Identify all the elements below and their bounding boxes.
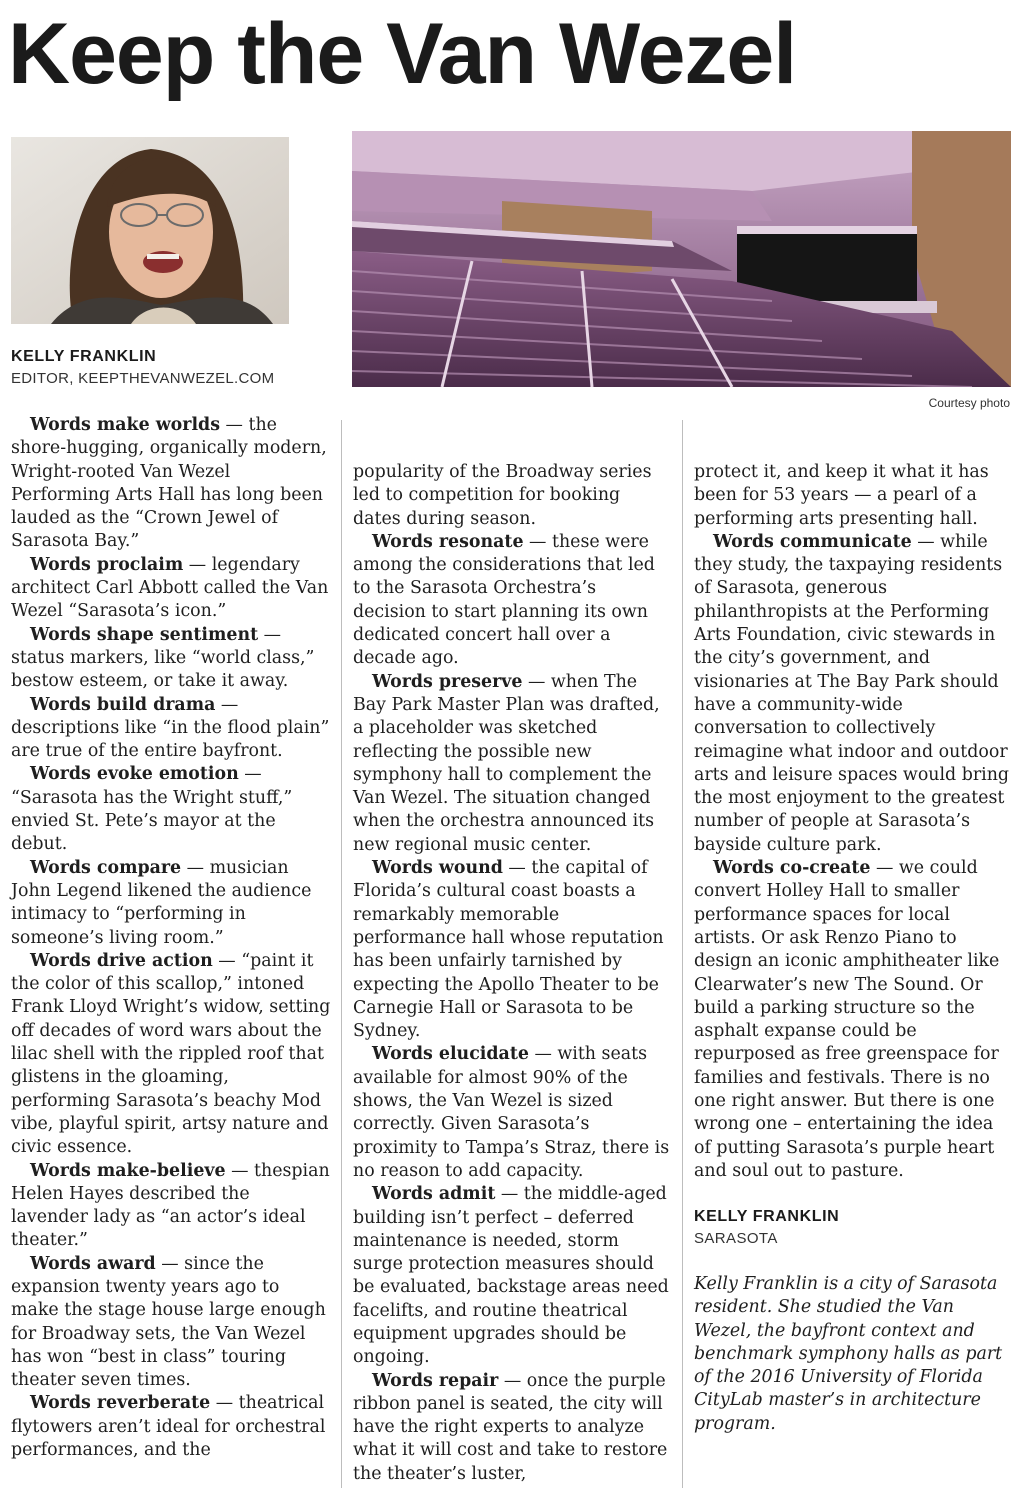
paragraph xyxy=(353,1370,671,1486)
paragraph xyxy=(353,531,671,671)
article-column-2 xyxy=(353,461,671,1486)
paragraph-text: — the shore-hugging, organically modern, Wright-rooted Van Wezel Performing Arts Hall has long been lauded as the “Crown Jewel of Sarasota Bay.” xyxy=(11,415,327,552)
author-bio: Kelly Franklin is a city of Sarasota resident. She studied the Van Wezel, the bayfront context and benchmark symphony halls as part of the 2016 University of Florida CityLab master’s in architecture program. xyxy=(694,1274,1003,1434)
paragraph-text: protect it, and keep it what it has been for 53 years — a pearl of a performing arts presenting hall. xyxy=(694,462,989,529)
paragraph-text: — “Sarasota has the Wright stuff,” envied St. Pete’s mayor at the debut. xyxy=(11,764,293,855)
headline: Keep the Van Wezel xyxy=(8,6,797,102)
paragraph-text: — thespian Helen Hayes described the lavender lady as “an actor’s ideal theater.” xyxy=(11,1160,330,1251)
photo-credit: Courtesy photo xyxy=(928,396,1010,410)
paragraph xyxy=(353,461,671,531)
author-portrait-photo xyxy=(11,137,289,324)
paragraph-lead: Words shape sentiment xyxy=(30,624,259,645)
paragraph-text: — once the purple ribbon panel is seated, the city will have the right experts to analyze what it will cost and take to restore the theater’s luster, xyxy=(353,1370,668,1484)
author-signature xyxy=(694,1206,1010,1250)
paragraph-text: — status markers, like “world class,” bestow esteem, or take it away. xyxy=(11,624,315,692)
paragraph-lead: Words reverberate xyxy=(30,1393,211,1414)
byline-role: EDITOR, KEEPTHEVANWEZEL.COM xyxy=(11,370,275,387)
paragraph-text: — legendary architect Carl Abbott called the Van Wezel “Sarasota’s icon.” xyxy=(11,554,329,622)
paragraph-text: — we could convert Holley Hall to smaller performance spaces for local artists. Or ask Renzo Piano to design an iconic amphitheater like Clearwater’s new The Sound. Or build a parking structure so the asphalt expanse could be repurposed as free greenspace for families and festivals. There is no one right answer. But there is one wrong one – entertaining the idea of putting Sarasota’s purple heart and soul out to pasture. xyxy=(694,858,1000,1181)
paragraph-lead: Words repair xyxy=(372,1370,499,1391)
paragraph xyxy=(353,1043,671,1183)
paragraph xyxy=(11,1392,331,1462)
paragraph-lead: Words build drama xyxy=(30,694,216,715)
paragraph-text: — the capital of Florida’s cultural coast boasts a remarkably memorable performance hall whose reputation has been unfairly tarnished by expecting the Apollo Theater to be Carnegie Hall or Sarasota to be Sydney. xyxy=(353,858,664,1042)
paragraph-lead: Words wound xyxy=(372,858,503,879)
paragraph-lead: Words drive action xyxy=(30,950,213,971)
paragraph-text: — descriptions like “in the flood plain” are true of the entire bayfront. xyxy=(11,694,330,762)
paragraph-lead: Words make worlds xyxy=(30,415,221,435)
paragraph-lead: Words award xyxy=(30,1253,156,1274)
paragraph xyxy=(353,1183,671,1369)
paragraph-lead: Words preserve xyxy=(372,671,523,692)
paragraph-lead: Words elucidate xyxy=(372,1044,529,1065)
article-column-1 xyxy=(11,414,331,1462)
concert-hall-photo xyxy=(352,131,1011,387)
paragraph xyxy=(11,554,331,624)
paragraph-lead: Words make-believe xyxy=(30,1160,226,1181)
paragraph xyxy=(11,624,331,694)
paragraph xyxy=(694,461,1010,531)
paragraph xyxy=(11,857,331,950)
paragraph-text: — when The Bay Park Master Plan was drafted, a placeholder was sketched reflecting the possible new symphony hall to complement the Van Wezel. The situation changed when the orchestra announced its new regional music center. xyxy=(353,671,660,855)
paragraph xyxy=(694,857,1010,1183)
paragraph-lead: Words communicate xyxy=(713,531,912,552)
article-column-3 xyxy=(694,461,1010,1183)
signature-name: KELLY FRANKLIN xyxy=(694,1208,840,1225)
paragraph xyxy=(353,671,671,857)
paragraph-lead: Words resonate xyxy=(372,531,524,552)
paragraph-text: — since the expansion twenty years ago to make the stage house large enough for Broadway sets, the Van Wezel has won “best in class” touring theater seven times. xyxy=(11,1253,326,1391)
signature-location: SARASOTA xyxy=(694,1230,778,1247)
column-divider xyxy=(341,420,342,1488)
paragraph-text: — these were among the considerations that led to the Sarasota Orchestra’s decision to start planning its own dedicated concert hall over a decade ago. xyxy=(353,531,655,669)
paragraph-lead: Words compare xyxy=(30,857,182,878)
author-byline xyxy=(11,346,341,390)
paragraph-lead: Words proclaim xyxy=(30,554,184,575)
paragraph-text: — the middle-aged building isn’t perfect – deferred maintenance is needed, storm surge protection measures should be evaluated, backstage areas need facelifts, and routine theatrical equipment upgrades should be ongoing. xyxy=(353,1184,669,1368)
paragraph xyxy=(694,531,1010,857)
paragraph xyxy=(11,1253,331,1393)
paragraph-text: popularity of the Broadway series led to competition for booking dates during season. xyxy=(353,462,652,529)
byline-name: KELLY FRANKLIN xyxy=(11,348,157,365)
paragraph xyxy=(11,694,331,764)
paragraph-text: — theatrical flytowers aren’t ideal for orchestral performances, and the xyxy=(11,1393,326,1461)
paragraph xyxy=(11,763,331,856)
paragraph-text: — with seats available for almost 90% of the shows, the Van Wezel is sized correctly. Given Sarasota’s proximity to Tampa’s Straz, there is no reason to add capacity. xyxy=(353,1044,670,1181)
paragraph xyxy=(353,857,671,1043)
paragraph-text: — while they study, the taxpaying residents of Sarasota, generous philanthropists at the Performing Arts Foundation, civic stewards in the city’s government, and visionaries at The Bay Park should have a community-wide conversation to collectively reimagine what indoor and outdoor arts and leisure spaces would bring the most enjoyment to the greatest number of people at Sarasota’s bayside culture park. xyxy=(694,531,1010,855)
column-divider xyxy=(682,420,683,1488)
paragraph xyxy=(11,414,331,554)
paragraph-text: — musician John Legend likened the audience intimacy to “performing in someone’s living room.” xyxy=(11,857,312,948)
paragraph-lead: Words evoke emotion xyxy=(30,764,239,785)
paragraph-lead: Words co-create xyxy=(713,858,871,879)
paragraph xyxy=(11,1160,331,1253)
paragraph xyxy=(11,950,331,1160)
paragraph-text: — “paint it the color of this scallop,” intoned Frank Lloyd Wright’s widow, setting off decades of word wars about the lilac shell with the rippled roof that glistens in the gloaming, performing Sarasota’s beachy Mod vibe, playful spirit, artsy nature and civic essence. xyxy=(11,950,331,1158)
paragraph-lead: Words admit xyxy=(372,1184,496,1205)
